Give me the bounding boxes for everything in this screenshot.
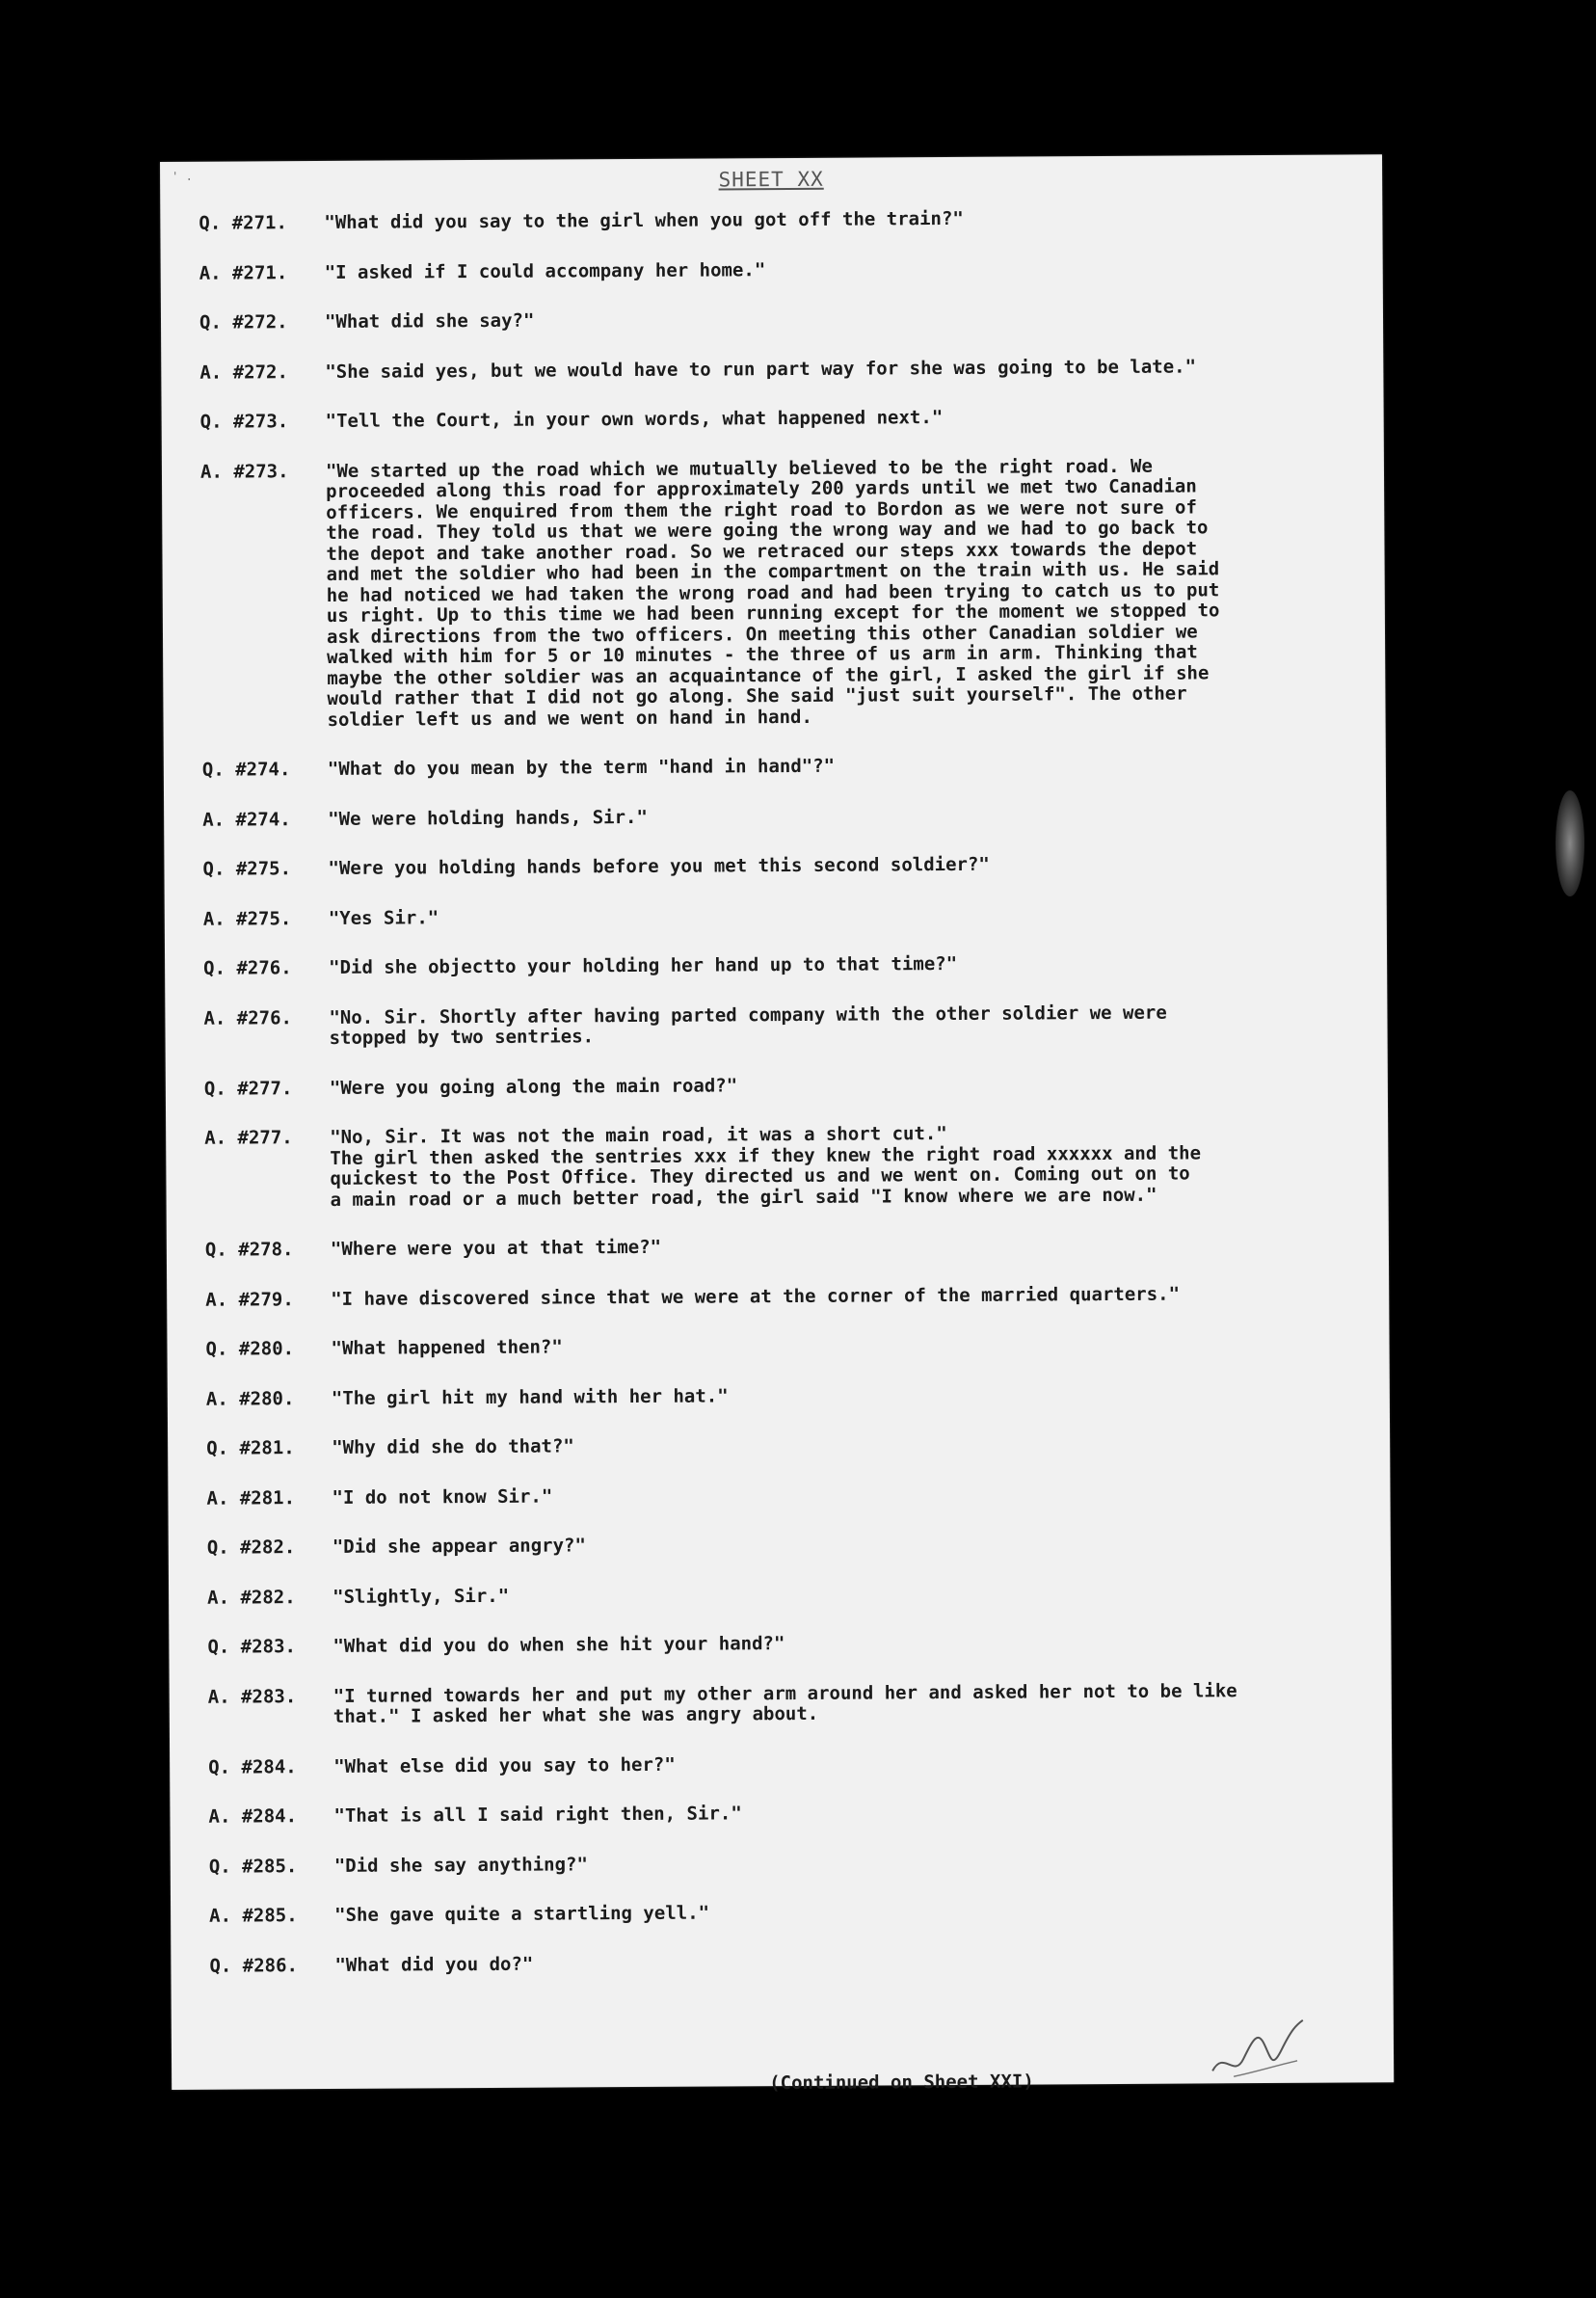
entry-text: "Tell the Court, in your own words, what happened next." xyxy=(325,407,944,432)
qa-entry xyxy=(208,1750,1365,1778)
entry-number: Q. #278. xyxy=(204,1239,294,1261)
document-page xyxy=(160,154,1394,2095)
qa-entry xyxy=(206,1482,1363,1510)
entry-text: "What do you mean by the term "hand in hand"?" xyxy=(327,755,836,780)
qa-entry xyxy=(207,1581,1364,1609)
transcript-body xyxy=(199,206,1367,2034)
entry-text: "The girl hit my hand with her hat." xyxy=(331,1384,729,1409)
qa-entry xyxy=(202,803,1359,831)
entry-number: Q. #281. xyxy=(206,1437,295,1459)
qa-entry xyxy=(200,405,1357,433)
qa-entry xyxy=(209,1899,1366,1927)
entry-text: "We were holding hands, Sir." xyxy=(328,806,648,830)
entry-text: "Why did she do that?" xyxy=(332,1435,574,1458)
entry-text: "No, Sir. It was not the main road, it was a short cut." The girl then asked the sentries xxx if they knew the right road xxxxxx and the quickest to the Post Office. They directed us and we went on. Coming out on to a main road or a much better road, the girl said "I know where we are now." xyxy=(330,1123,1202,1211)
entry-number: A. #280. xyxy=(205,1387,295,1410)
film-edge-mark xyxy=(1556,790,1584,896)
entry-number xyxy=(210,2005,335,2006)
qa-entry xyxy=(205,1332,1362,1360)
entry-number: A. #277. xyxy=(204,1127,293,1149)
entry-number: A. #275. xyxy=(202,907,292,930)
entry-number: A. #272. xyxy=(200,361,288,384)
entry-text: "We started up the road which we mutually believed to be the right road. We proceeded along this road for approximately 200 yards until we met two Canadian officers. We enquired from them the right road to Bordon as we were not sure of the road. They told us that we were going the wrong way and we had to go back to the depot and take another road. So we retraced our steps xxx towards the depot and met the soldier who had been in the compartment on the train with us. He said he had noticed we had taken the wrong road and had been trying to catch us to put us right. Up to this time we had been running except for the moment we stopped to ask directions from the two officers. On meeting this other Canadian soldier we walked with him for 5 or 10 minutes - the three of us arm in arm. Thinking that maybe the other soldier was an acquaintance of the girl, I asked the girl if she would rather that I did not go along. She said "just suit yourself". The other soldier left us and we went on hand in hand. xyxy=(325,455,1220,731)
qa-entry xyxy=(202,852,1359,880)
qa-entry xyxy=(207,1531,1364,1559)
entry-text: "I have discovered since that we were at the corner of the married quarters." xyxy=(331,1283,1181,1310)
qa-entry xyxy=(203,1002,1360,1050)
handwritten-initials-signature xyxy=(1205,2011,1311,2089)
entry-text: "Slightly, Sir." xyxy=(332,1585,510,1608)
entry-text: "Where were you at that time?" xyxy=(330,1236,662,1260)
qa-entry xyxy=(200,256,1356,284)
qa-entry xyxy=(208,1800,1365,1828)
entry-text: "I do not know Sir." xyxy=(332,1485,553,1509)
qa-entry xyxy=(209,1850,1366,1878)
entry-number: Q. #283. xyxy=(207,1636,296,1658)
entry-text: "She said yes, but we would have to run part way for she was going to be late." xyxy=(325,355,1197,383)
entry-number: A. #283. xyxy=(207,1685,297,1708)
qa-entry xyxy=(203,902,1360,930)
qa-entry xyxy=(209,1949,1366,1977)
qa-entry xyxy=(205,1283,1362,1311)
entry-number: Q. #271. xyxy=(199,212,287,234)
entry-number: Q. #282. xyxy=(206,1536,296,1559)
entry-number: Q. #285. xyxy=(208,1855,298,1878)
qa-entry xyxy=(208,1680,1365,1728)
entry-number: A. #281. xyxy=(206,1486,296,1510)
entry-text: "I asked if I could accompany her home." xyxy=(324,258,766,283)
qa-entry xyxy=(206,1431,1363,1459)
entry-number: Q. #272. xyxy=(199,311,288,334)
qa-entry xyxy=(205,1233,1362,1261)
qa-entry xyxy=(202,753,1359,781)
entry-text: "That is all I said right then, Sir." xyxy=(333,1803,742,1827)
entry-text: "Were you holding hands before you met this second soldier?" xyxy=(328,853,990,879)
qa-entry xyxy=(199,206,1355,234)
entry-number: Q. #276. xyxy=(203,957,292,979)
entry-text: "I turned towards her and put my other arm around her and asked her not to be like that." I asked her what she was angry about. xyxy=(332,1679,1237,1727)
entry-text: "What happened then?" xyxy=(331,1336,563,1359)
entry-number: Q. #273. xyxy=(200,411,289,433)
entry-text: "Yes Sir." xyxy=(328,906,439,929)
qa-entry xyxy=(207,1630,1364,1658)
entry-text: "Did she appear angry?" xyxy=(332,1535,586,1558)
entry-number: Q. #275. xyxy=(202,858,292,880)
entry-number: Q. #280. xyxy=(205,1338,295,1360)
qa-entry xyxy=(200,306,1356,334)
entry-number: A. #284. xyxy=(208,1805,298,1828)
entry-text: "Did she say anything?" xyxy=(333,1853,588,1877)
entry-text: "Did she objectto your holding her hand up to that time?" xyxy=(329,952,958,978)
qa-entry xyxy=(204,1121,1362,1211)
entry-text: "She gave quite a startling yell." xyxy=(334,1902,710,1926)
entry-text: "What did you say to the girl when you got off the train?" xyxy=(324,207,964,233)
entry-number: A. #274. xyxy=(202,808,291,831)
entry-number: A. #276. xyxy=(203,1006,293,1029)
entry-text: "What did you do?" xyxy=(334,1953,534,1976)
entry-text: "What else did you say to her?" xyxy=(333,1753,676,1777)
entry-number: A. #285. xyxy=(209,1905,298,1927)
continued-note: (Continued on Sheet XXI) xyxy=(769,2071,1034,2095)
qa-entry xyxy=(203,951,1360,979)
qa-entry xyxy=(204,1072,1361,1100)
entry-number: A. #271. xyxy=(199,261,288,284)
entry-number: Q. #277. xyxy=(203,1077,293,1100)
entry-number: Q. #286. xyxy=(209,1954,299,1977)
entry-number: Q. #284. xyxy=(208,1755,297,1778)
margin-marks: ' . xyxy=(172,169,193,183)
entry-number: A. #282. xyxy=(207,1586,296,1609)
entry-text: "What did you do when she hit your hand?" xyxy=(332,1633,785,1657)
entry-text: "Were you going along the main road?" xyxy=(329,1074,738,1099)
qa-entry xyxy=(200,356,1356,384)
entry-number: A. #273. xyxy=(200,460,289,483)
entry-text: "No. Sir. Shortly after having parted company with the other soldier we were stopped by two sentries. xyxy=(329,1002,1167,1049)
entry-text xyxy=(335,1998,1367,2005)
entry-number: Q. #274. xyxy=(201,759,291,781)
qa-entry xyxy=(210,1998,1367,2005)
sheet-header: SHEET XX xyxy=(718,167,824,192)
qa-entry xyxy=(200,455,1359,732)
entry-number: A. #279. xyxy=(205,1288,294,1311)
entry-text: "What did she say?" xyxy=(324,309,535,333)
qa-entry xyxy=(206,1382,1363,1410)
